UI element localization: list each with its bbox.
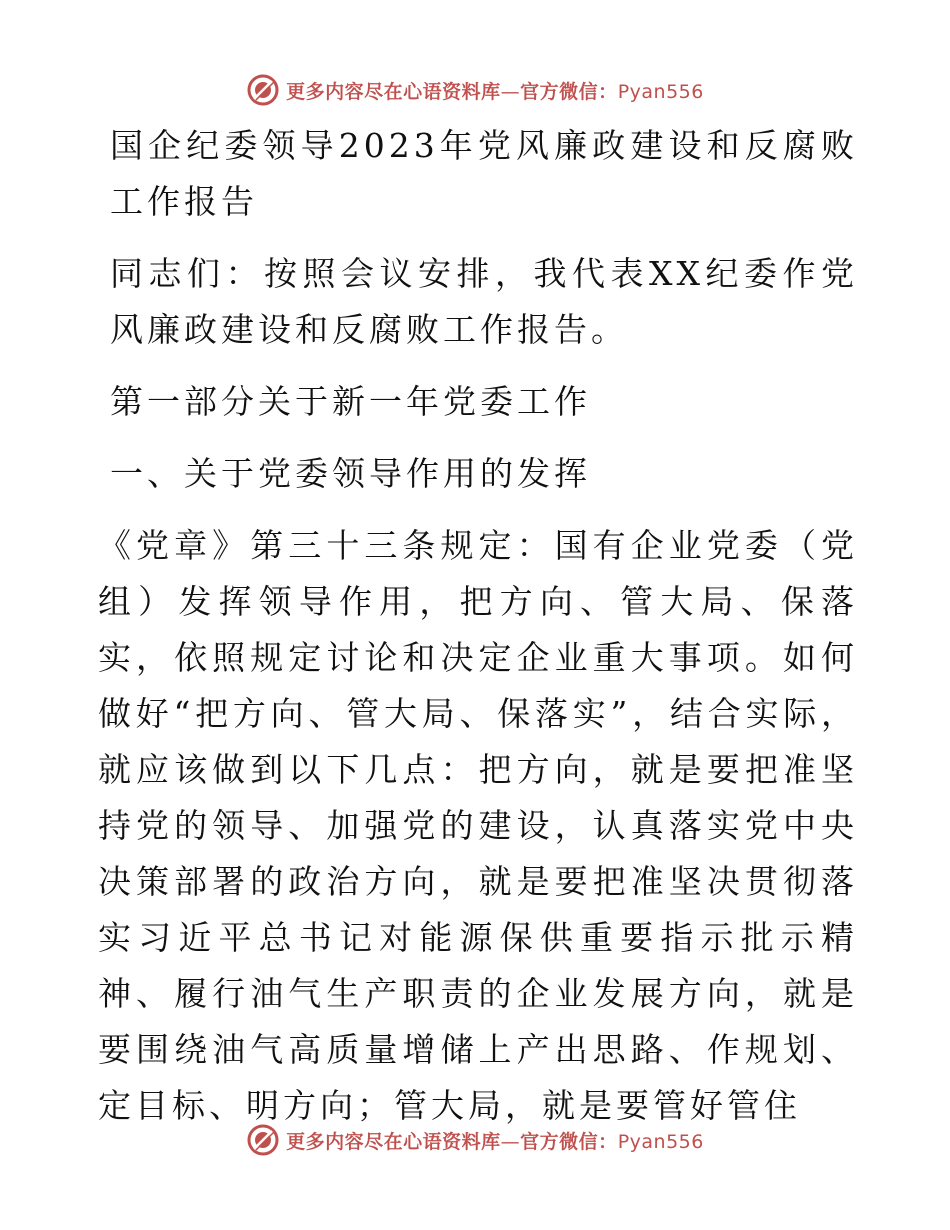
body-paragraph: 《党章》第三十三条规定：国有企业党委（党组）发挥领导作用，把方向、管大局、保落实，依照规定讨论和决定企业重大事项。如何做好“把方向、管大局、保落实”，结合实际，就应该做到以下几点：把方向，就是要把准坚持党的领导、加强党的建设，认真落实党中央决策部署的政治方向，就是要把准坚决贯彻落实习近平总书记对能源保供重要指示批示精神、履行油气生产职责的企业发展方向，就是要围绕油气高质量增储上产出思路、作规划、定目标、明方向；管大局，就是要管好管住 [98, 526, 858, 1125]
header-banner-title: 更多内容尽在心语资料库 [286, 80, 501, 103]
footer-banner [0, 1120, 950, 1160]
footer-banner-title: 更多内容尽在心语资料库 [286, 1130, 501, 1153]
footer-banner-wechat-label: 官方微信： [520, 1130, 618, 1153]
seal-logo-icon [246, 1123, 280, 1157]
subsection-heading: 一、关于党委领导作用的发挥 [110, 454, 591, 493]
seal-logo-icon [246, 73, 280, 107]
footer-banner-text [286, 1127, 704, 1154]
document-body [98, 118, 858, 1150]
header-banner-wechat-label: 官方微信： [520, 80, 618, 103]
document-title: 国企纪委领导2023年党风廉政建设和反腐败工作报告 [110, 126, 858, 221]
header-banner [0, 70, 950, 110]
greeting-paragraph: 同志们：按照会议安排，我代表XX纪委作党风廉政建设和反腐败工作报告。 [110, 254, 858, 349]
header-banner-separator: — [500, 80, 521, 103]
footer-banner-separator: — [500, 1130, 521, 1153]
header-banner-text [286, 77, 704, 104]
header-banner-wechat-handle: Pyan556 [617, 80, 704, 103]
footer-banner-wechat-handle: Pyan556 [617, 1130, 704, 1153]
section-heading: 第一部分关于新一年党委工作 [110, 382, 591, 421]
